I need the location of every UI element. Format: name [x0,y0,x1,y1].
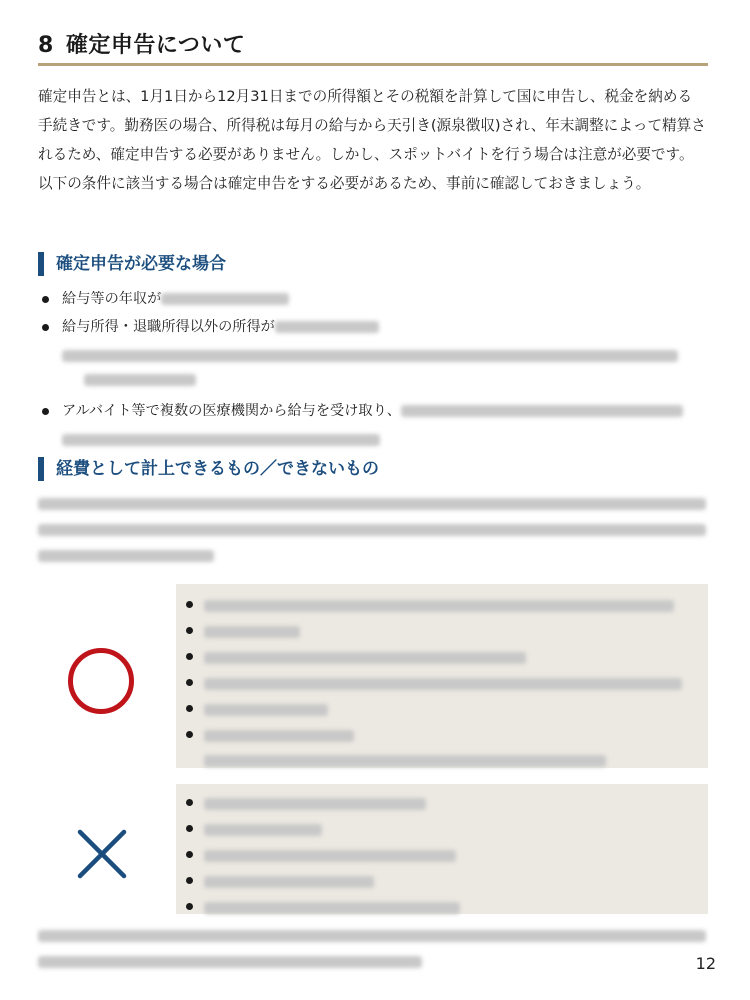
list-item-continuation [176,748,708,770]
redacted-text [204,626,300,638]
redacted-text [62,434,380,446]
list-item-label: 給与所得・退職所得以外の所得が [62,319,275,335]
redacted-text [275,321,379,333]
redacted-text [204,652,526,664]
list-item-label: 給与等の年収が [62,291,162,307]
list-item-label: アルバイト等で複数の医療機関から給与を受け取り、 [62,403,401,419]
redacted-text [38,956,422,968]
required-conditions-list [38,288,708,446]
list-item [176,618,708,644]
redacted-text [38,498,706,510]
redacted-text [38,930,706,942]
redacted-text [38,550,214,562]
list-item [38,288,708,310]
list-item [176,722,708,748]
section-heading-required: 確定申告が必要な場合 [38,252,226,276]
allowed-expenses-box [176,584,708,768]
list-item [176,592,708,618]
redacted-text [84,374,196,386]
list-item [176,790,708,816]
list-item [38,400,708,446]
expenses-description [38,498,708,562]
redacted-text [38,524,706,536]
list-item [176,816,708,842]
non-allowed-expenses-box [176,784,708,914]
list-item [176,842,708,868]
circle-mark-icon [68,648,134,714]
redacted-text [204,902,460,914]
redacted-text [401,405,683,417]
footnote [38,930,708,968]
redacted-text [204,678,682,690]
redacted-text [161,293,289,305]
list-item [176,644,708,670]
redacted-text [204,600,674,612]
intro-paragraph: 確定申告とは、1月1日から12月31日までの所得額とその税額を計算して国に申告し、税金を納める手続きです。勤務医の場合、所得税は毎月の給与から天引き(源泉徴収)され、年末調整によって精算されるため、確定申告する必要がありません。しかし、スポットバイトを行う場合は注意が必要です。以下の条件に該当する場合は確定申告をする必要があるため、事前に確認しておきましょう。 [38,88,706,192]
list-item [38,316,708,386]
list-item [176,894,708,920]
redacted-text [204,824,322,836]
section-number: 8 [38,33,54,58]
page-title [38,28,245,59]
redacted-text [204,730,354,742]
redacted-text [204,798,426,810]
redacted-text [204,850,456,862]
list-item [176,696,708,722]
redacted-text [62,350,678,362]
section-heading-expenses: 経費として計上できるもの／できないもの [38,457,379,481]
list-item [176,670,708,696]
redacted-text [204,876,374,888]
redacted-text [204,755,606,767]
redacted-text [204,704,328,716]
title-underline [38,63,708,66]
title-text: 確定申告について [65,33,246,58]
list-item [176,868,708,894]
page-number: 12 [695,954,716,973]
cross-mark-icon [76,828,128,880]
